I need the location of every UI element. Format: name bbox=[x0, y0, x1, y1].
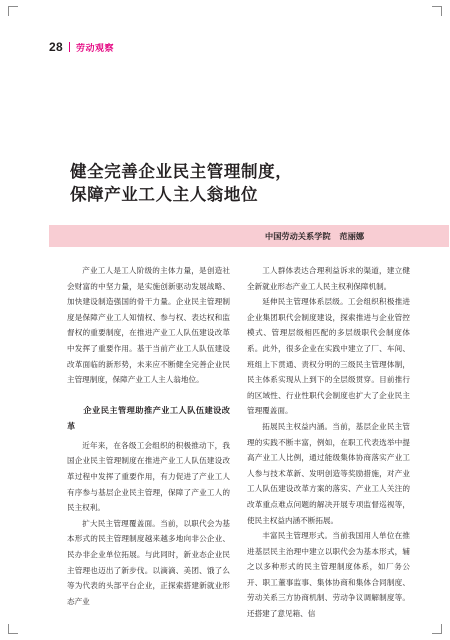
paragraph: 拓展民主权益内涵。当前，基层企业民主管理的实践不断丰富，例如，在职工代表选举中提高产业工人比例，通过能级集体协商落实产业工人参与技术革新、发明创造等奖励措施，对产业工人队伍建设改革方案的落实、产业工人关注的改革重点难点问题的解决开展专项监督巡视等，使民主权益内涵不断拓展。 bbox=[247, 421, 410, 525]
author-affiliation: 中国劳动关系学院 bbox=[265, 231, 331, 241]
article-title bbox=[70, 160, 292, 206]
title-line-1: 健全完善企业民主管理制度， bbox=[70, 162, 293, 181]
body-column-right bbox=[247, 263, 410, 622]
paragraph: 丰富民主管理形式。当前我国用人单位在推进基层民主治理中建立以职代会为基本形式，辅之以多种形式的民主管理制度体系，如厂务公开、职工董事监事、集体协商和集体合同制度、劳动关系三方协商机制、劳动争议调解制度等。还搭建了意见箱、信 bbox=[247, 531, 410, 619]
body-column-left bbox=[67, 263, 230, 609]
paragraph: 扩大民主管理覆盖面。当前，以职代会为基本形式的民主管理制度越来越多地向非公企业、民办非企业单位拓展。与此同时，新业态企业民主管理也迈出了新步伐。以滴滴、美团、饿了么等为代表的头部平台企业，正探索搭建新就业形态产业 bbox=[67, 518, 230, 606]
byline bbox=[265, 231, 364, 242]
header-divider bbox=[69, 42, 70, 52]
title-line-2: 保障产业工人主人翁地位 bbox=[70, 185, 259, 204]
crop-mark-top-left bbox=[8, 6, 18, 16]
page-number: 28 bbox=[49, 40, 63, 54]
crop-mark-bottom-right bbox=[432, 624, 442, 634]
section-name: 劳动观察 bbox=[75, 43, 114, 54]
paragraph: 近年来，在各级工会组织的积极推动下，我国企业民主管理制度在推进产业工人队伍建设改革过程中发挥了重要作用，有力促进了产业工人有序参与基层企业民主管理，保障了产业工人的民主权利。 bbox=[67, 440, 230, 513]
paragraph: 工人群体表达合理利益诉求的渠道，建立健全新就业形态产业工人民主权利保障机制。 bbox=[247, 266, 410, 291]
crop-mark-top-right bbox=[432, 6, 442, 16]
byline-band bbox=[49, 225, 449, 247]
paragraph: 延伸民主管理体系层级。工会组织积极推进企业集团职代会制度建设，探索推进与企业管控模式、管理层级相匹配的多层级职代会制度体系。此外，很多企业在实践中建立了厂、车间、班组上下贯通、责权分明的三级民主管理体制，民主体系实现从上到下的全层级贯穿。目前推行的区域性、行业性职代会制度也扩大了企业民主管理覆盖面。 bbox=[247, 297, 410, 416]
crop-mark-bottom-left bbox=[8, 624, 18, 634]
author-name: 范丽娜 bbox=[339, 231, 365, 241]
running-header bbox=[49, 40, 114, 54]
paragraph: 产业工人是工人阶级的主体力量，是创造社会财富的中坚力量，是实施创新驱动发展战略、加快建设制造强国的骨干力量。企业民主管理制度是保障产业工人知情权、参与权、表达权和监督权的重要制度，在推进产业工人队伍建设改革中发挥了重要作用。基于当前产业工人队伍建设改革面临的新形势，未来应不断健全完善企业民主管理制度，保障产业工人主人翁地位。 bbox=[67, 266, 230, 385]
section-subheading: 企业民主管理助推产业工人队伍建设改革 bbox=[67, 404, 230, 431]
